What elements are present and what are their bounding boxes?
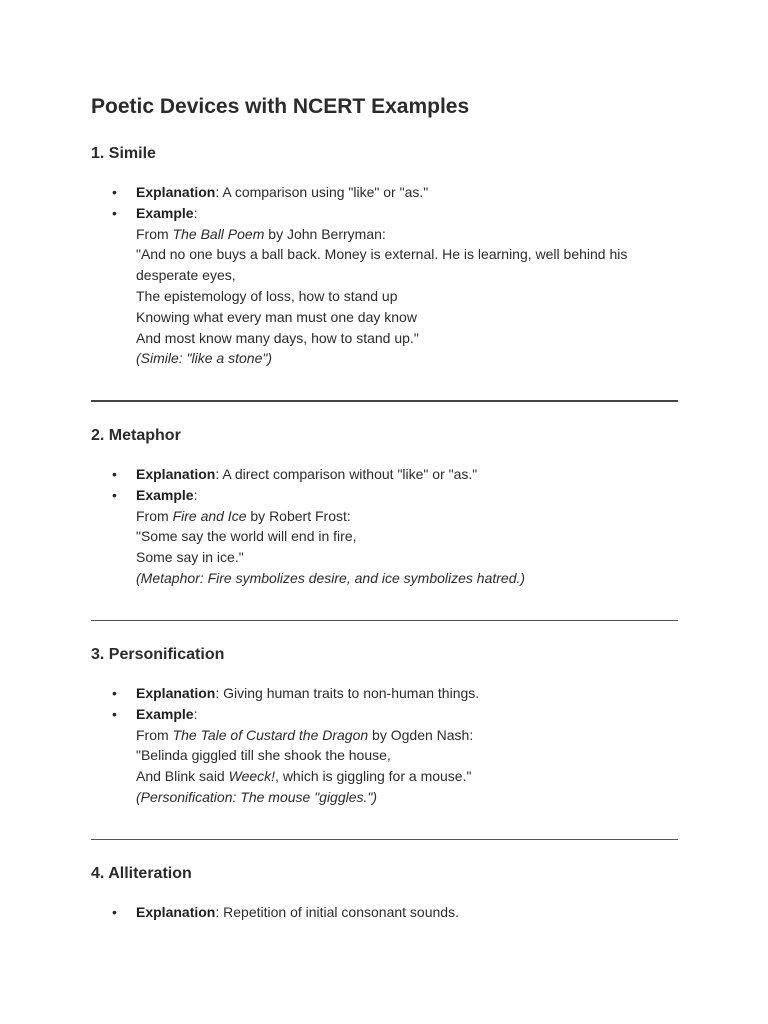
work-title: The Tale of Custard the Dragon [172, 726, 369, 743]
explanation-label: Explanation [136, 904, 216, 920]
quote-line [136, 766, 678, 787]
list-item-explanation [91, 182, 678, 203]
section-divider [91, 620, 678, 621]
quote-prefix: And Blink said [136, 768, 229, 785]
bullet-icon: • [112, 466, 117, 482]
section-personification [91, 644, 678, 808]
section-heading: 1. Simile [91, 145, 156, 162]
quote-line: "Belinda giggled till she shook the house, [136, 747, 391, 764]
source-author: by Robert Frost: [246, 507, 351, 524]
example-note: (Metaphor: Fire symbolizes desire, and ice symbolizes hatred.) [136, 569, 526, 586]
example-label: Example [136, 705, 194, 722]
section-metaphor [91, 425, 678, 589]
list-item-explanation [91, 464, 678, 485]
section-heading: 4. Alliteration [91, 865, 192, 882]
quote-line: The epistemology of loss, how to stand up [136, 287, 398, 304]
bullet-icon: • [112, 685, 117, 701]
bullet-icon: • [112, 184, 117, 200]
quote-line: Knowing what every man must one day know [136, 308, 417, 325]
explanation-label: Explanation [136, 184, 216, 200]
bullet-icon: • [112, 486, 117, 503]
example-source [136, 224, 678, 245]
section-alliteration [91, 863, 678, 923]
quote-line: And most know many days, how to stand up." [136, 329, 419, 346]
section-divider [91, 400, 678, 402]
bullet-list [91, 182, 678, 369]
explanation-label: Explanation [136, 685, 216, 701]
source-author: by Ogden Nash: [368, 726, 474, 743]
section-simile [91, 143, 678, 369]
bullet-list [91, 683, 678, 808]
source-prefix: From [136, 726, 173, 743]
source-prefix: From [136, 507, 173, 524]
bullet-list [91, 464, 678, 589]
example-suffix: : [193, 705, 198, 722]
explanation-text: : A comparison using "like" or "as." [215, 184, 429, 200]
section-divider [91, 839, 678, 840]
example-suffix: : [193, 204, 198, 221]
list-item-explanation [91, 902, 678, 923]
section-heading: 3. Personification [91, 646, 225, 663]
source-author: by John Berryman: [264, 225, 386, 242]
list-item-example [91, 203, 678, 369]
source-prefix: From [136, 225, 173, 242]
list-item-example [91, 485, 678, 589]
example-suffix: : [193, 486, 198, 503]
bullet-icon: • [112, 904, 117, 920]
list-item-explanation [91, 683, 678, 704]
example-note: (Personification: The mouse "giggles.") [136, 788, 378, 805]
quote-line: "And no one buys a ball back. Money is external. He is learning, well behind his desperate eyes, [136, 246, 628, 284]
quote-line: "Some say the world will end in fire, [136, 528, 357, 545]
quote-line: Some say in ice." [136, 549, 244, 566]
bullet-list [91, 902, 678, 923]
quote-suffix: , which is giggling for a mouse." [275, 768, 472, 785]
explanation-text: : Giving human traits to non-human things. [215, 685, 480, 701]
example-label: Example [136, 204, 194, 221]
example-source [136, 506, 678, 527]
explanation-text: : Repetition of initial consonant sounds. [215, 904, 459, 920]
page-title: Poetic Devices with NCERT Examples [91, 95, 470, 118]
explanation-label: Explanation [136, 466, 216, 482]
bullet-icon: • [112, 705, 117, 722]
example-source [136, 725, 678, 746]
work-title: The Ball Poem [172, 225, 265, 242]
example-note: (Simile: "like a stone") [136, 350, 272, 367]
bullet-icon: • [112, 204, 117, 221]
quote-italic-word: Weeck! [228, 768, 276, 785]
list-item-example [91, 704, 678, 808]
explanation-text: : A direct comparison without "like" or "as." [215, 466, 478, 482]
section-heading: 2. Metaphor [91, 427, 181, 444]
work-title: Fire and Ice [172, 507, 247, 524]
example-label: Example [136, 486, 194, 503]
